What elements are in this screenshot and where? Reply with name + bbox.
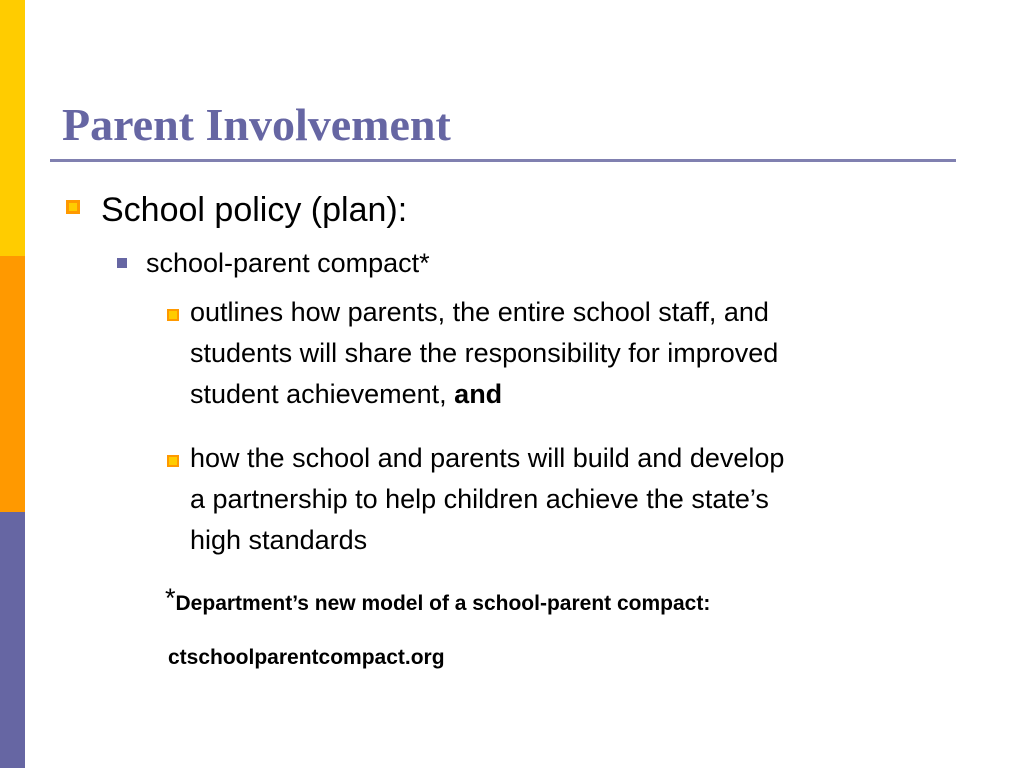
- title-divider: [50, 159, 956, 162]
- footnote-asterisk: *: [165, 583, 176, 613]
- hollow-square-bullet-icon: [66, 200, 80, 214]
- side-bar-purple: [0, 512, 25, 768]
- side-bar-yellow: [0, 0, 25, 256]
- bullet-line: outlines how parents, the entire school staff, and: [190, 297, 769, 327]
- bullet-school-policy: School policy (plan):: [101, 191, 408, 229]
- bullet-line: a partnership to help children achieve the state’s: [190, 484, 769, 514]
- footnote-text: Department’s new model of a school-parent compact:: [175, 592, 711, 615]
- bullet-line-text: student achievement,: [190, 379, 455, 409]
- side-bar-orange: [0, 256, 25, 512]
- bullet-line-with-bold: [190, 374, 980, 415]
- hollow-square-bullet-icon: [167, 309, 179, 321]
- bullet-build-partnership: [190, 438, 980, 561]
- slide-title: Parent Involvement: [62, 99, 451, 150]
- footnote: [165, 583, 711, 618]
- filled-square-bullet-icon: [117, 258, 127, 268]
- bullet-outlines-responsibility: [190, 292, 980, 415]
- bold-and-text: and: [454, 379, 503, 409]
- bullet-line: high standards: [190, 525, 368, 555]
- bullet-school-parent-compact: school-parent compact*: [146, 248, 430, 278]
- bullet-line: students will share the responsibility for improved: [190, 338, 779, 368]
- footnote-url: ctschoolparentcompact.org: [168, 646, 445, 669]
- hollow-square-bullet-icon: [167, 455, 179, 467]
- bullet-line: how the school and parents will build and develop: [190, 443, 785, 473]
